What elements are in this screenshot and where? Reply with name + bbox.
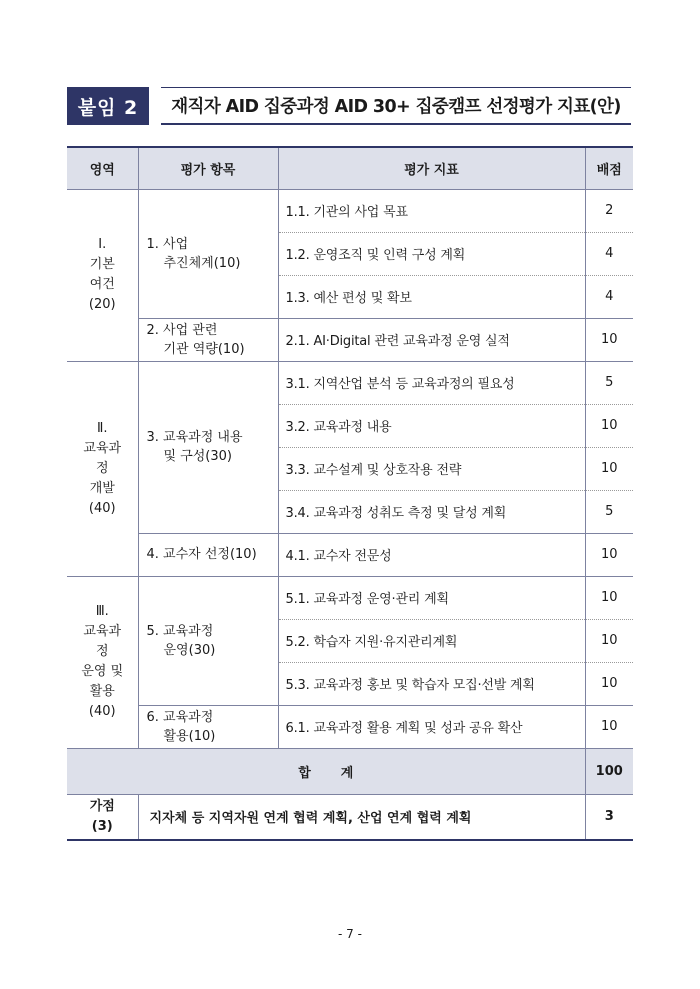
area-roman: Ⅲ. <box>95 604 109 619</box>
area-points: (40) <box>88 704 116 719</box>
area-points: (20) <box>88 297 116 312</box>
area-cell <box>67 361 138 576</box>
bonus-points: (3) <box>91 818 113 834</box>
bonus-score: 3 <box>585 794 633 840</box>
evaluation-table <box>67 146 633 841</box>
header-item: 평가 항목 <box>138 147 278 189</box>
score-cell: 10 <box>585 662 633 705</box>
header-score: 배점 <box>585 147 633 189</box>
score-cell: 10 <box>585 318 633 361</box>
score-cell: 10 <box>585 705 633 748</box>
area-label: 운영 및 <box>81 664 124 679</box>
attachment-badge: 붙임 2 <box>67 87 149 125</box>
page-number: - 7 - <box>338 927 362 941</box>
total-row <box>67 748 633 794</box>
indicator-cell: 5.3. 교육과정 홍보 및 학습자 모집·선발 계획 <box>278 662 585 705</box>
table-row <box>67 189 633 232</box>
indicator-cell: 4.1. 교수자 전문성 <box>278 533 585 576</box>
total-score: 100 <box>585 748 633 794</box>
indicator-cell: 3.3. 교수설계 및 상호작용 전략 <box>278 447 585 490</box>
score-cell: 4 <box>585 232 633 275</box>
score-cell: 10 <box>585 533 633 576</box>
indicator-cell: 3.2. 교육과정 내용 <box>278 404 585 447</box>
score-cell: 10 <box>585 447 633 490</box>
bonus-description: 지자체 등 지역자원 연계 협력 계획, 산업 연계 협력 계획 <box>138 794 585 840</box>
item-cell <box>138 533 278 576</box>
section-header <box>67 87 631 127</box>
total-label: 합계 <box>67 748 585 794</box>
area-label: 활용 <box>89 684 115 699</box>
table-row <box>67 533 633 576</box>
indicator-cell: 5.2. 학습자 지원·유지관리계획 <box>278 619 585 662</box>
score-cell: 10 <box>585 404 633 447</box>
item-cell <box>138 189 278 318</box>
score-cell: 4 <box>585 275 633 318</box>
table-row <box>67 705 633 748</box>
indicator-cell: 2.1. AI·Digital 관련 교육과정 운영 실적 <box>278 318 585 361</box>
bonus-row <box>67 794 633 840</box>
item-label: 추진체계(10) <box>163 255 241 271</box>
area-roman: Ⅱ. <box>96 420 108 436</box>
indicator-cell: 1.2. 운영조직 및 인력 구성 계획 <box>278 232 585 275</box>
indicator-cell: 3.4. 교육과정 성취도 측정 및 달성 계획 <box>278 490 585 533</box>
item-cell <box>138 576 278 705</box>
area-label: 정 <box>95 460 109 476</box>
item-label: 기관 역량(10) <box>163 341 245 357</box>
score-cell: 5 <box>585 490 633 533</box>
item-label: 5. 교육과정 <box>146 623 214 639</box>
table-row <box>67 576 633 619</box>
area-label: 여건 <box>89 277 115 292</box>
indicator-cell: 5.1. 교육과정 운영·관리 계획 <box>278 576 585 619</box>
area-cell <box>67 189 138 361</box>
table-row <box>67 361 633 404</box>
bonus-title: 가점 <box>89 798 115 814</box>
indicator-cell: 1.1. 기관의 사업 목표 <box>278 189 585 232</box>
item-label: 2. 사업 관련 <box>146 322 218 338</box>
item-label: 및 구성(30) <box>163 449 232 464</box>
item-label: 운영(30) <box>163 642 216 658</box>
score-cell: 10 <box>585 576 633 619</box>
area-cell <box>67 576 138 748</box>
score-cell: 10 <box>585 619 633 662</box>
item-label: 활용(10) <box>163 728 216 744</box>
header-area: 영역 <box>67 147 138 189</box>
item-cell <box>138 318 278 361</box>
item-cell <box>138 705 278 748</box>
item-label: 6. 교육과정 <box>146 709 214 725</box>
item-cell <box>138 361 278 533</box>
header-indicator: 평가 지표 <box>278 147 585 189</box>
area-roman: Ⅰ. <box>98 237 107 252</box>
indicator-cell: 1.3. 예산 편성 및 확보 <box>278 275 585 318</box>
table-header-row <box>67 147 633 189</box>
score-cell: 2 <box>585 189 633 232</box>
page-title: 재직자 AID 집중과정 AID 30+ 집중캠프 선정평가 지표(안) <box>171 97 621 117</box>
indicator-cell: 3.1. 지역산업 분석 등 교육과정의 필요성 <box>278 361 585 404</box>
bonus-label <box>67 794 138 840</box>
item-label: 4. 교수자 선정(10) <box>146 547 257 562</box>
indicator-cell: 6.1. 교육과정 활용 계획 및 성과 공유 확산 <box>278 705 585 748</box>
area-label: 교육과 <box>83 624 122 639</box>
item-label: 3. 교육과정 내용 <box>146 430 243 445</box>
area-label: 교육과 <box>83 440 122 456</box>
title-box <box>161 87 631 125</box>
area-label: 정 <box>95 644 109 659</box>
area-label: 개발 <box>89 480 115 496</box>
item-label: 1. 사업 <box>146 236 189 252</box>
area-points: (40) <box>88 500 116 516</box>
area-label: 기본 <box>89 257 115 272</box>
score-cell: 5 <box>585 361 633 404</box>
table-row <box>67 318 633 361</box>
